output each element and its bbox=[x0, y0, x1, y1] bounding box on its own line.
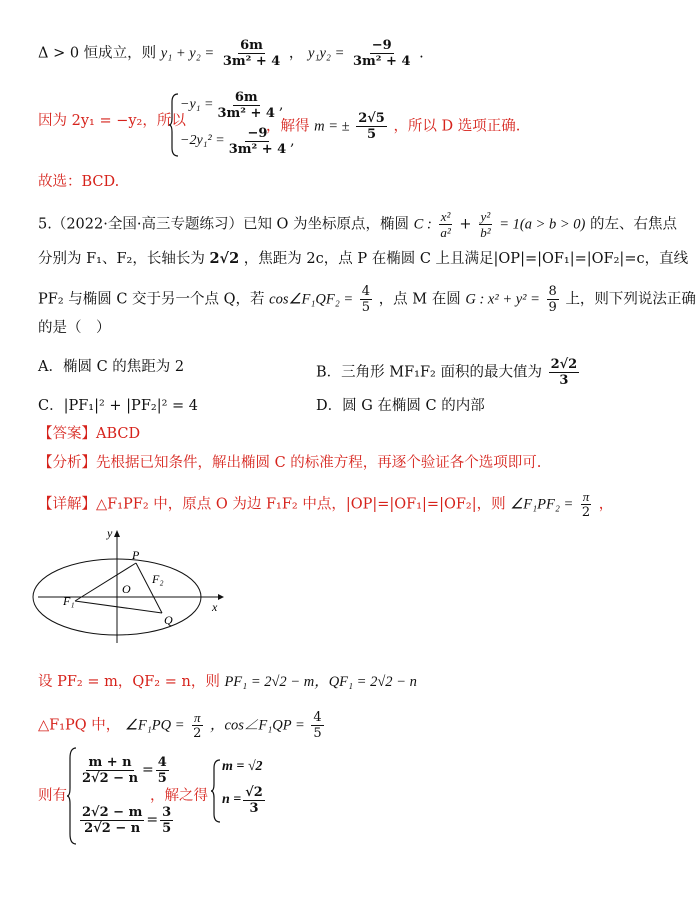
fraction bbox=[360, 284, 372, 315]
text: 【答案】ABCD bbox=[38, 426, 141, 442]
fraction bbox=[160, 805, 173, 836]
text: 因为 2y₁ = −y₂，所以 bbox=[38, 113, 186, 129]
fraction bbox=[311, 710, 323, 741]
formula: −y₁ = bbox=[180, 97, 214, 112]
den: 2 bbox=[581, 505, 591, 520]
row: $\frac{m + n}{2√2 - n}$ = $\frac{4}{5}$ bbox=[82, 754, 167, 786]
fraction bbox=[547, 284, 559, 315]
label-f2: F₂ bbox=[152, 572, 164, 586]
option-a bbox=[38, 357, 184, 377]
den: 3 bbox=[559, 373, 569, 388]
num: 4 bbox=[313, 710, 322, 725]
x-arrow bbox=[218, 594, 224, 600]
label-p: P bbox=[132, 548, 140, 562]
row: −2y₁² = $\frac{-9}{\text{3m² + 4}}$ , bbox=[180, 125, 295, 157]
num: 3 bbox=[162, 804, 172, 820]
q5-line3 bbox=[38, 284, 696, 315]
formula: cos∠F₁QF₂ = bbox=[269, 291, 354, 308]
system-mid bbox=[150, 786, 208, 806]
text: 的左、右焦点 bbox=[589, 216, 677, 233]
den: b² bbox=[480, 225, 491, 240]
num: −9 bbox=[371, 38, 392, 53]
option-d bbox=[316, 396, 485, 416]
ellipse-figure bbox=[30, 525, 250, 645]
formula: G : x² + y² = bbox=[465, 291, 540, 308]
text: PF₂ 与椭圆 C 交于另一个点 Q，若 bbox=[38, 291, 265, 308]
fraction bbox=[243, 785, 265, 816]
detail bbox=[38, 489, 613, 520]
den: 3m² + 4 bbox=[217, 105, 275, 121]
num: 4 bbox=[361, 284, 371, 299]
den: 5 bbox=[157, 770, 167, 786]
text: △F₁PQ 中， bbox=[38, 717, 121, 734]
text: ，所以 D 选项正确. bbox=[393, 118, 521, 135]
solution bbox=[222, 756, 267, 822]
label-f1: F₁ bbox=[63, 594, 75, 608]
den: 3m² + 4 bbox=[222, 54, 281, 69]
den: 3m² + 4 bbox=[228, 141, 287, 157]
row: −y₁ = $\frac{6m}{\text{3m² + 4}}$ , bbox=[180, 89, 284, 121]
fraction bbox=[80, 805, 144, 836]
text: ，解得 bbox=[266, 118, 310, 135]
y-arrow bbox=[114, 530, 120, 537]
fraction bbox=[478, 209, 492, 240]
option-c bbox=[38, 396, 198, 416]
text: ， bbox=[598, 496, 614, 513]
formula: PF₁ = 2√2 − m，QF₁ = 2√2 − n bbox=[224, 674, 417, 690]
den: a² bbox=[440, 225, 451, 240]
system-lead bbox=[38, 786, 67, 806]
text: + bbox=[459, 216, 472, 233]
text: 【详解】△F₁PF₂ 中，原点 O 为边 F₁F₂ 中点，|OP|=|OF₁|=|OF₂|，则 bbox=[38, 496, 506, 513]
fraction bbox=[80, 755, 140, 786]
formula: y₁ + y₂ = bbox=[160, 45, 215, 62]
row bbox=[222, 778, 267, 822]
text: ，解之得 bbox=[150, 788, 208, 804]
fraction bbox=[580, 489, 592, 520]
num: 2√2 − m bbox=[82, 804, 143, 820]
text: 则有 bbox=[38, 788, 67, 804]
label-q: Q bbox=[164, 613, 173, 627]
label-y: y bbox=[107, 526, 113, 540]
analysis bbox=[38, 453, 541, 473]
den: 9 bbox=[548, 300, 557, 315]
den: 5 bbox=[162, 820, 172, 836]
formula: C : bbox=[413, 216, 432, 233]
num: 6m bbox=[240, 38, 263, 53]
q5-line1 bbox=[38, 209, 677, 240]
text: B．三角形 MF₁F₂ 面积的最大值为 bbox=[316, 364, 542, 381]
set-line bbox=[38, 672, 417, 692]
left-brace bbox=[66, 746, 78, 846]
fraction bbox=[191, 710, 203, 741]
formula: −2y₁² = bbox=[180, 133, 225, 148]
num: π bbox=[194, 710, 201, 725]
fraction bbox=[438, 209, 452, 240]
text: A．椭圆 C 的焦距为 2 bbox=[38, 359, 185, 375]
left-brace bbox=[210, 758, 222, 824]
text: ， bbox=[288, 45, 304, 62]
text: 5.（2022·全国·高三专题练习）已知 O 为坐标原点，椭圆 bbox=[38, 216, 410, 233]
line-delta bbox=[38, 38, 424, 69]
formula: = 1(a > b > 0) bbox=[499, 216, 586, 233]
num: m + n bbox=[88, 754, 132, 770]
den: 5 bbox=[366, 127, 377, 142]
num: 4 bbox=[157, 754, 167, 770]
formula: y₁y₂ = bbox=[308, 45, 345, 62]
label-o: O bbox=[122, 582, 131, 596]
text: 分别为 F₁、F₂，长轴长为 bbox=[38, 251, 205, 267]
tri-line bbox=[38, 710, 326, 741]
text: 设 PF₂ = m，QF₂ = n，则 bbox=[38, 674, 220, 690]
num: 8 bbox=[548, 284, 557, 299]
den: 3 bbox=[249, 800, 259, 816]
q5-line4 bbox=[38, 318, 111, 338]
label-x: x bbox=[212, 600, 218, 614]
formula: ∠F₁PF₂ = bbox=[510, 496, 574, 513]
formula: m = √2 bbox=[222, 759, 263, 774]
text: 故选：BCD. bbox=[38, 174, 120, 190]
text: C．|PF₁|² + |PF₂|² = 4 bbox=[38, 398, 198, 414]
fraction bbox=[549, 357, 580, 388]
fraction bbox=[351, 38, 412, 69]
den: 2 bbox=[193, 726, 202, 741]
text: 【分析】先根据已知条件，解出椭圆 C 的标准方程，再逐个验证各个选项即可. bbox=[38, 455, 542, 471]
den: 5 bbox=[361, 300, 371, 315]
fraction bbox=[356, 111, 387, 142]
text: ，点 M 在圆 bbox=[378, 291, 461, 308]
num: y² bbox=[480, 209, 491, 224]
num: 2√5 bbox=[358, 111, 385, 126]
formula: n = bbox=[222, 792, 242, 807]
left-brace bbox=[168, 92, 180, 158]
num: x² bbox=[440, 209, 451, 224]
formula: m = ± bbox=[314, 118, 350, 135]
formula: ∠F₁PQ = bbox=[124, 717, 185, 734]
num: √2 bbox=[245, 784, 263, 800]
text: . bbox=[419, 45, 424, 62]
row bbox=[222, 756, 267, 778]
line-solve bbox=[266, 111, 520, 142]
segment-f1q bbox=[75, 601, 162, 613]
num: −9 bbox=[247, 125, 268, 141]
num: 6m bbox=[234, 89, 258, 105]
text: Δ > 0 恒成立，则 bbox=[38, 45, 157, 62]
text: D．圆 G 在椭圆 C 的内部 bbox=[316, 398, 485, 414]
formula: ，cos∠F₁QP = bbox=[210, 717, 305, 734]
text: 上，则下列说法正确 bbox=[565, 291, 696, 308]
num: 2√2 bbox=[550, 357, 578, 372]
row: $\frac{2√2 - m}{2√2 - n}$ = $\frac{3}{5}$ bbox=[82, 804, 172, 836]
q5-line2 bbox=[38, 249, 688, 269]
segment-pq bbox=[136, 563, 162, 613]
line-because bbox=[38, 111, 186, 131]
fraction bbox=[156, 755, 169, 786]
fraction bbox=[221, 38, 282, 69]
option-b bbox=[316, 357, 581, 388]
den: 2√2 − n bbox=[84, 820, 141, 836]
den: 2√2 − n bbox=[82, 770, 139, 786]
text: ，焦距为 2c，点 P 在椭圆 C 上且满足|OP|=|OF₁|=|OF₂|=c，直线 bbox=[243, 251, 689, 267]
formula: 2√2 bbox=[209, 250, 240, 267]
den: 5 bbox=[313, 726, 322, 741]
text: 的是（ ） bbox=[38, 320, 111, 336]
num: π bbox=[582, 489, 590, 504]
line-choice bbox=[38, 172, 119, 192]
answer bbox=[38, 424, 140, 444]
den: 3m² + 4 bbox=[353, 54, 411, 69]
